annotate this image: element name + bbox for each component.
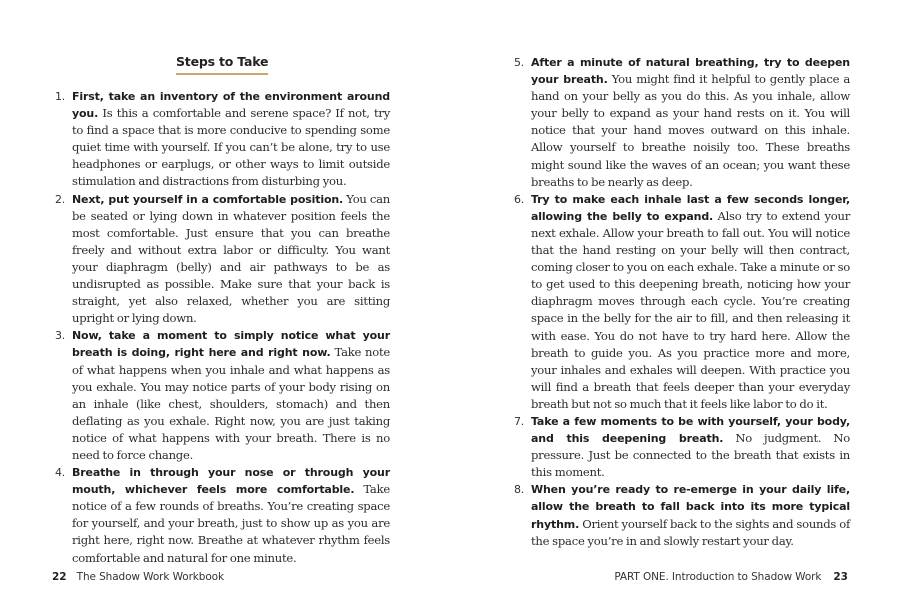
step-item-3 [55, 327, 390, 464]
step-number: 2. [55, 192, 65, 206]
step-body: Is this a comfortable and serene space? If not, try to find a space that is more conducive to spending some quiet time with yourself. If you can’t be alone, try to use headphones or earplugs, or other ways to limit outside stimulation and distractions from disturbing you. [72, 106, 390, 189]
step-body: You can be seated or lying down in whatever position feels the most comfortable. Just ensure that you can breathe freely and without extra labor or difficulty. You want your diaphragm (belly) and air pathways to be as undisrupted as possible. Make sure that your back is straight, yet also relaxed, whether you are sitting upright or lying down. [72, 191, 390, 326]
step-body: Also try to extend your next exhale. Allow your breath to fall out. You will notice that the hand resting on your belly will then contract, coming closer to you on each exhale. Take a minute or so to get used to this deepening breath, noticing how your diaphragm moves through each cycle. You’re creating space in the belly for the air to fill, and then releasing it with ease. You do not have to try hard here. Allow the breath to guide you. As you practice more and more, your inhales and exhales will deepen. With practice you will find a breath that feels deeper than your everyday breath but not so much that it feels like labor to do it. [531, 208, 850, 411]
section-heading-container [176, 53, 269, 75]
step-lead: Now, take a moment to simply notice what your breath is doing, right here and right now. [72, 329, 390, 360]
step-body: Take notice of a few rounds of breaths. You’re creating space for yourself, and your breath, just to show up as you are right here, right now. Breathe at whatever rhythm feels comfortable and natural for one minute. [72, 482, 390, 565]
step-body: Take note of what happens when you inhale and what happens as you exhale. You may notice parts of your body rising on an inhale (like chest, shoulders, stomach) and then deflating as you exhale. Right now, you are just taking notice of what happens with your breath. There is no need to force change. [72, 345, 390, 462]
running-head: PART ONE. Introduction to Shadow Work [614, 571, 822, 583]
step-number: 8. [514, 483, 524, 497]
step-item-2 [55, 191, 390, 328]
page-number: 22 [52, 571, 67, 583]
step-item-1 [55, 88, 390, 191]
step-lead: Breathe in through your nose or through your mouth, whichever feels more comfortable. [72, 466, 390, 497]
step-number: 6. [514, 192, 524, 206]
step-lead: When you’re ready to re-emerge in your daily life, allow the breath to fall back into its more typical rhythm. [531, 483, 850, 531]
step-item-6 [514, 191, 850, 413]
step-lead: Try to make each inhale last a few seconds longer, allowing the belly to expand. [531, 192, 850, 223]
page-number: 23 [833, 571, 848, 583]
step-lead: Take a few moments to be with yourself, your body, and this deepening breath. [531, 414, 850, 446]
step-number: 3. [55, 329, 65, 343]
running-head: The Shadow Work Workbook [76, 571, 224, 583]
steps-list-right [514, 54, 850, 550]
step-item-7 [514, 413, 850, 481]
step-body: You might find it helpful to gently place a hand on your belly as you do this. As you inhale, allow your belly to expand as your hand rests on it. You will notice that your hand moves outward on this inhale. Allow yourself to breathe noisily too. These breaths might sound like the waves of an ocean; you want these breaths to be nearly as deep. [531, 72, 850, 189]
step-item-5 [514, 54, 850, 191]
step-lead: Next, put yourself in a comfortable position. [72, 192, 344, 206]
step-lead: First, take an inventory of the environment around you. [72, 90, 390, 121]
steps-list-left [55, 88, 390, 567]
footer-left [52, 571, 224, 583]
step-body: Orient yourself back to the sights and sounds of the space you’re in and slowly restart your day. [531, 516, 850, 548]
section-heading: Steps to Take [176, 54, 268, 75]
step-lead: After a minute of natural breathing, try to deepen your breath. [531, 56, 850, 87]
right-page [450, 0, 900, 614]
step-number: 4. [55, 466, 65, 480]
step-item-8 [514, 481, 850, 549]
step-item-4 [55, 464, 390, 567]
step-number: 5. [514, 56, 524, 69]
step-number: 1. [55, 90, 65, 103]
step-body: No judgment. No pressure. Just be connected to the breath that exists in this moment. [531, 431, 850, 480]
footer-right [614, 571, 848, 583]
step-number: 7. [514, 414, 524, 428]
